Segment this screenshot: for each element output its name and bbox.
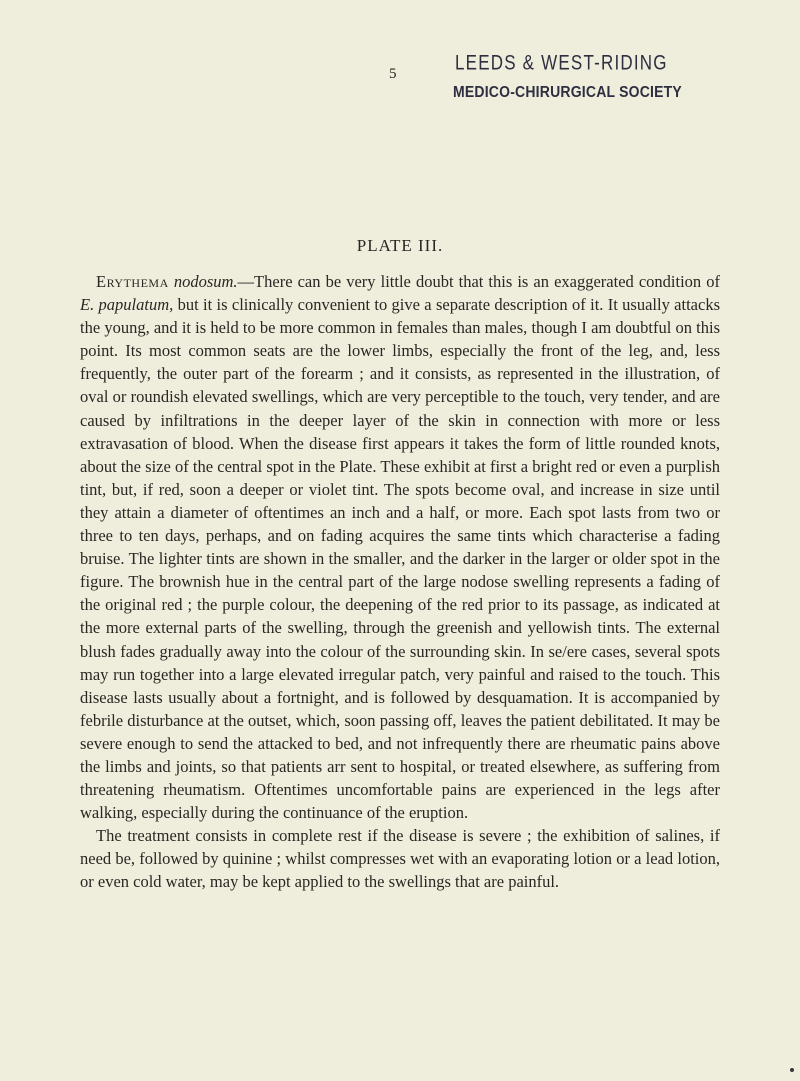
stamp-line-2: MEDICO-CHIRURGICAL SOCIETY xyxy=(453,81,682,101)
stamp-line-1: LEEDS & WEST-RIDING xyxy=(455,50,668,75)
paragraph-2: The treatment consists in complete rest if the disease is severe ; the exhibition of salines, if need be, followed by quinine ; whilst compresses wet with an evaporating lotion or a lead lotion, or even cold water, may be kept applied to the swellings that are painful. xyxy=(80,826,720,892)
page-number: 5 xyxy=(389,66,397,82)
body-text xyxy=(80,270,720,894)
term-smallcaps: Erythema xyxy=(96,272,169,291)
edge-mark xyxy=(790,1068,794,1072)
reference-italic: E. papulatum, xyxy=(80,295,174,315)
paragraph-1-rest: but it is clinically convenient to give a separate description of it. It usually attacks the young, and it is held to be more common in females than males, though I am doubtful on this point. Its most common seats are the lower limbs, especially the front of the leg, and, less frequently, the outer part of the forearm ; and it consists, as represented in the illustration, of oval or roundish elevated swellings, which are very perceptible to the touch, very tender, and are caused by infiltrations in the deeper layer of the skin in connection with more or less extravasation of blood. When the disease first appears it takes the form of little rounded knots, about the size of the central spot in the Plate. These exhibit at first a bright red or even a purplish tint, but, if red, soon a deeper or violet tint. The spots become oval, and increase in size until they attain a diameter of oftentimes an inch and a half, or more. Each spot lasts from two or three to ten days, perhaps, and on fading acquires the same tints which characterise a fading bruise. The lighter tints are shown in the smaller, and the darker in the larger or older spot in the figure. The brownish hue in the central part of the large nodose swelling represents a fading of the original red ; the purple colour, the deepening of the red prior to its passage, as indicated at the more external parts of the swelling, through the greenish and yellowish tints. The external blush fades gradually away into the colour of the surrounding skin. In se/ere cases, several spots may run together into a large elevated irregular patch, very painful and raised to the touch. This disease lasts usually about a fortnight, and is followed by desquamation. It is accompanied by febrile disturbance at the outset, which, soon passing off, leaves the patient debilitated. It may be severe enough to send the attacked to bed, and not infrequently there are rheumatic pains above the limbs and joints, so that patients arr sent to hospital, or treated elsewhere, as suffering from threatening rheumatism. Oftentimes uncomfortable pains are experienced in the legs after walking, especially during the continuance of the eruption. xyxy=(80,295,720,823)
plate-title: PLATE III. xyxy=(356,236,444,255)
term-italic: nodosum. xyxy=(173,272,238,291)
paragraph-1 xyxy=(80,270,720,824)
library-stamp xyxy=(453,50,682,101)
paragraph-1-lead: —There can be very little doubt that this is an exaggerated condition of xyxy=(237,272,720,291)
